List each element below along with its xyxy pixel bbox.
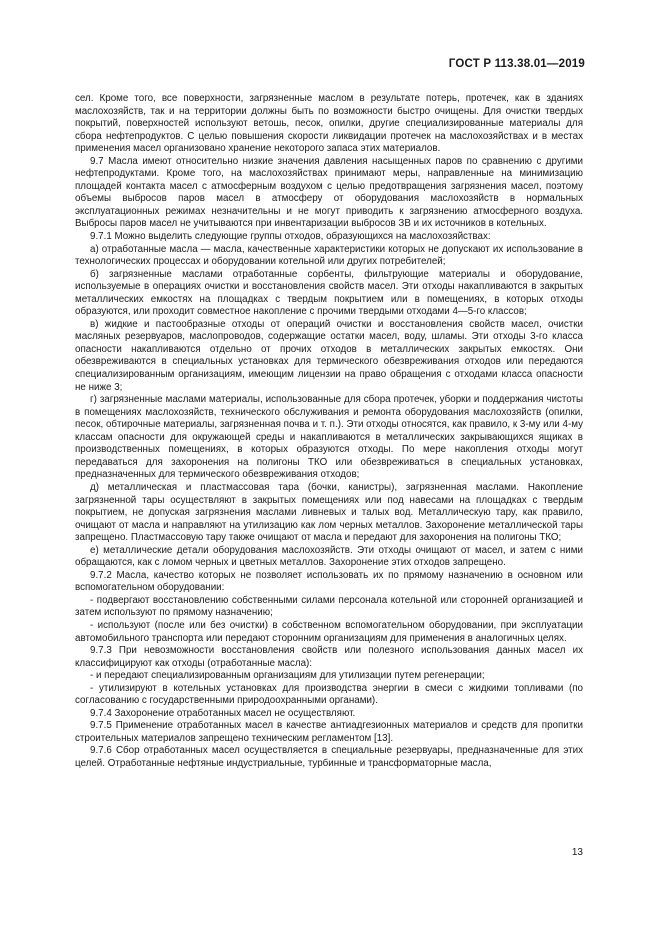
document-id-header: ГОСТ Р 113.38.01—2019	[448, 58, 585, 70]
dash-item-utilize: - утилизируют в котельных установках для производства энергии в смеси с жидкими топливами (по согласованию с государственными природоохранными органами).	[75, 682, 583, 707]
page-number: 13	[571, 847, 583, 858]
list-item-e: е) металлические детали оборудования маслохозяйств. Эти отходы очищают от масел, и затем с ними обращаются, как с ломом черных и цветных металлов. Захоронение этих отходов запрещено.	[75, 544, 583, 569]
list-item-v: в) жидкие и пастообразные отходы от операций очистки и восстановления свойств масел, очистки масляных резервуаров, маслопроводов, содержащие остатки масел, воду, шламы. Эти отходы 3-го класса опасности накапливаются отдельно от прочих отходов в металлических закрытых емкостях. Они обезвреживаются в специальных установках для термического обезвреживания отходов или передаются специализированным организациям, имеющим лицензии на право обращения с отходами класса опасности не ниже 3;	[75, 318, 583, 393]
paragraph-9-7-5: 9.7.5 Применение отработанных масел в качестве антиадгезионных материалов и средств для пропитки строительных материалов запрещено техническим регламентом [13].	[75, 720, 583, 744]
list-item-a: а) отработанные масла — масла, качественные характеристики которых не допускают их использование в технологических процессах и оборудовании котельной или других потребителей;	[75, 243, 583, 268]
dash-item-restore: - подвергают восстановлению собственными силами персонала котельной или сторонней организацией и затем используют по прямому назначению;	[75, 594, 583, 619]
paragraph-9-7-1: 9.7.1 Можно выделить следующие группы отходов, образующихся на маслохозяйствах:	[90, 231, 491, 243]
paragraph-9-7-6: 9.7.6 Сбор отработанных масел осуществляется в специальные резервуары, предназначенные для этих целей. Отработанные нефтяные индустриальные, турбинные и трансформаторные масла,	[75, 745, 583, 769]
paragraph-9-7-3: 9.7.3 При невозможности восстановления свойств или полезного использования данных масел их классифицируют как отходы (отработанные масла):	[75, 645, 583, 669]
document-body	[75, 93, 583, 771]
list-item-d: д) металлическая и пластмассовая тара (бочки, канистры), загрязненная маслами. Накопление загрязненной тары осуществляют в закрытых помещениях или под навесами на площадках с твердым покрытием, не допуская загрязнения маслами ливневых и талых вод. Металлическую тару, как правило, очищают от масла и направляют на утилизацию как лом черных металлов. Захоронение металлической тары запрещено. Пластмассовую тару также очищают от масла и передают для захоронения на полигоны ТКО;	[75, 481, 583, 544]
paragraph-9-7-4: 9.7.4 Захоронение отработанных масел не осуществляют.	[90, 707, 356, 719]
list-item-g: г) загрязненные маслами материалы, использованные для сбора протечек, уборки и поддержания чистоты в помещениях маслохозяйств, технического обслуживания и ремонта оборудования маслохозяйств (опилки, песок, обтирочные материалы, загрязненная почва и т. п.). Эти отходы относятся, как правило, к 3-му или 4-му классам опасности для окружающей среды и накапливаются в металлических закрывающихся ящиках в производственных помещениях, в которых образуются отходы. По мере накопления отходы могут передаваться для захоронения на полигоны ТКО или обезвреживаться в специальных установках, предназначенных для термического обезвреживания отходов;	[75, 394, 583, 481]
dash-item-reuse: - используют (после или без очистки) в собственном вспомогательном оборудовании, при эксплуатации автомобильного транспорта или передают сторонним организациям для применения в аналогичных целях.	[75, 619, 583, 644]
paragraph-9-7-2: 9.7.2 Масла, качество которых не позволяет использовать их по прямому назначению в основном или вспомогательном оборудовании:	[75, 569, 583, 594]
paragraph-continuation: сел. Кроме того, все поверхности, загрязненные маслом в результате потерь, протечек, как в зданиях маслохозяйств, так и на территории должны быть по возможности быстро очищены. Для очистки твердых покрытий, поверхностей используют ветошь, песок, опилки, другие специализированные материалы для сбора нефтепродуктов. С целью повышения скорости ликвидации протечек на маслохозяйствах и в местах применения масел организовано хранение некоторого запаса этих материалов.	[75, 93, 583, 155]
dash-item-transfer: - и передают специализированным организациям для утилизации путем регенерации;	[90, 670, 485, 682]
paragraph-9-7: 9.7 Масла имеют относительно низкие значения давления насыщенных паров по сравнению с другими нефтепродуктами. Кроме того, на маслохозяйствах принимают меры, направленные на минимизацию площадей контакта масел с атмосферным воздухом с целью предотвращения загрязнения масел, поэтому объемы выбросов паров масел в атмосферу от оборудования маслохозяйств в нормальных эксплуатационных режимах незначительны и не могут приводить к загрязнению атмосферного воздуха. Выбросы паров масел не учитываются при инвентаризации выбросов ЗВ и их источников в котельных.	[75, 155, 583, 230]
list-item-b: б) загрязненные маслами отработанные сорбенты, фильтрующие материалы и оборудование, используемые в операциях очистки и восстановления свойств масел. Эти отходы накапливаются в закрытых металлических емкостях на площадках с твердым покрытием или в помещениях, в которых отходы образуются, или проходит совместное накопление с прочими твердыми отходами 4—5-го классов;	[75, 268, 583, 318]
